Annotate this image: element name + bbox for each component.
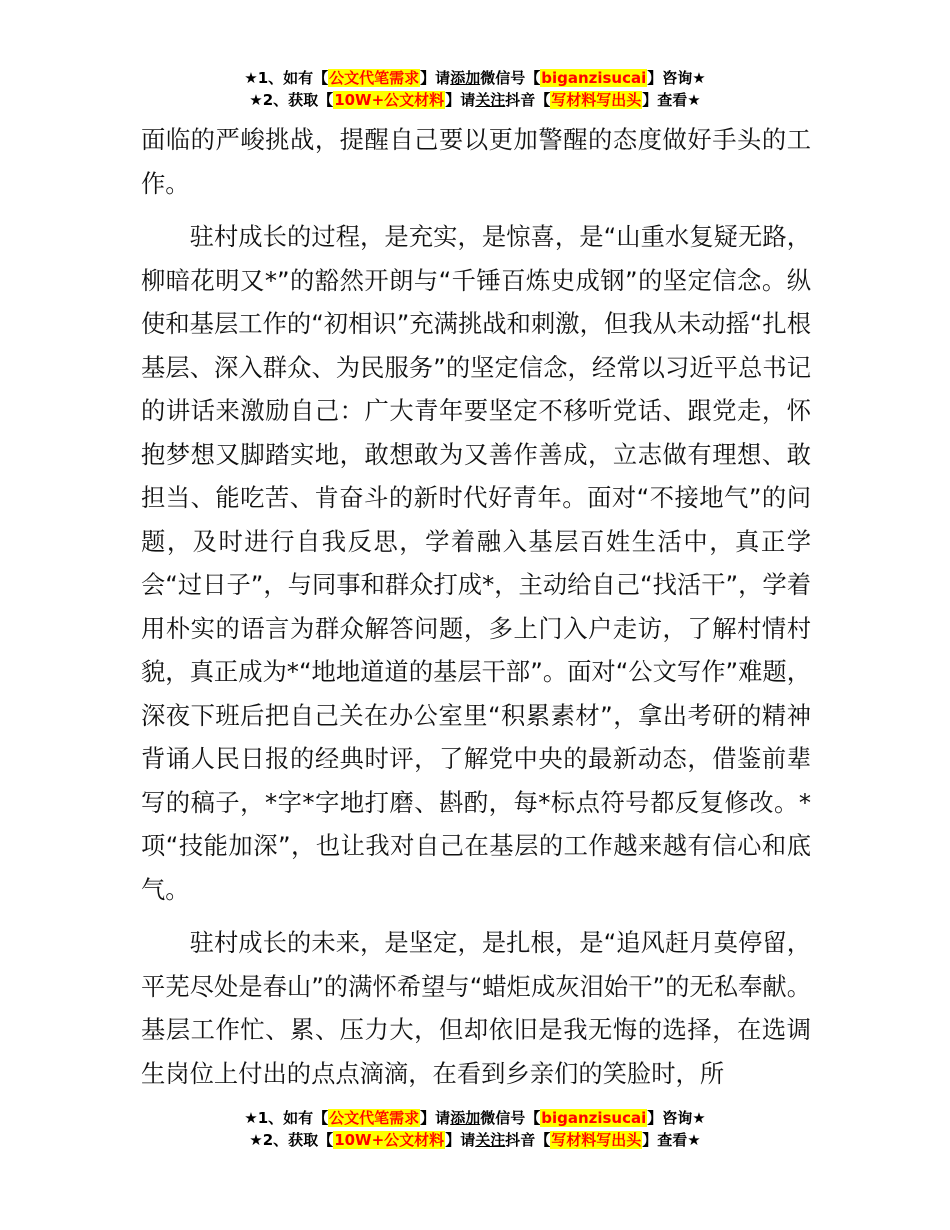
banner-text: 】查看★ (642, 91, 701, 109)
banner-underlined-text: 关注 (475, 91, 506, 109)
banner-line-2 (0, 89, 950, 111)
highlight-wechat-id: biganzisucai (541, 1109, 647, 1127)
banner-text: 】请 (445, 91, 476, 109)
highlight-service: 公文代笔需求 (329, 1109, 420, 1127)
footer-banner (0, 1107, 950, 1151)
highlight-materials: 10W+公文材料 (334, 1131, 445, 1149)
banner-text: 】查看★ (642, 1131, 701, 1149)
highlight-wechat-id: biganzisucai (541, 69, 647, 87)
banner-text: 】咨询★ (647, 69, 706, 87)
paragraph-growth-process: 驻村成长的过程，是充实，是惊喜，是“山重水复疑无路，柳暗花明又*”的豁然开朗与“千锤百炼史成钢”的坚定信念。纵使和基层工作的“初相识”充满挑战和刺激，但我从未动摇“扎根基层、深入群众、为民服务”的坚定信念，经常以习近平总书记的讲话来激励自己：广大青年要坚定不移听党话、跟党走，怀抱梦想又脚踏实地，敢想敢为又善作善成，立志做有理想、敢担当、能吃苦、肯奋斗的新时代好青年。面对“不接地气”的问题，及时进行自我反思，学着融入基层百姓生活中，真正学会“过日子”，与同事和群众打成*，主动给自己“找活干”，学着用朴实的语言为群众解答问题，多上门入户走访，了解村情村貌，真正成为*“地地道道的基层干部”。面对“公文写作”难题，深夜下班后把自己关在办公室里“积累素材”，拿出考研的精神背诵人民日报的经典时评，了解党中央的最新动态，借鉴前辈写的稿子，*字*字地打磨、斟酌，每*标点符号都反复修改。*项“技能加深”，也让我对自己在基层的工作越来越有信心和底气。 (141, 222, 811, 904)
banner-text: 】咨询★ (647, 1109, 706, 1127)
banner-line-1 (0, 1107, 950, 1129)
banner-text: 】请 (420, 1109, 451, 1127)
banner-line-1 (0, 67, 950, 89)
header-banner (0, 67, 950, 111)
banner-text: 微信号【 (480, 69, 541, 87)
banner-text: 抖音【 (505, 91, 551, 109)
banner-text: 微信号【 (480, 1109, 541, 1127)
banner-underlined-text: 添加 (450, 1109, 481, 1127)
banner-text: 】请 (420, 69, 451, 87)
highlight-service: 公文代笔需求 (329, 69, 420, 87)
banner-text: ★1、如有【 (244, 1109, 329, 1127)
banner-text: 抖音【 (505, 1131, 551, 1149)
banner-line-2 (0, 1129, 950, 1151)
banner-underlined-text: 关注 (475, 1131, 506, 1149)
banner-text: ★2、获取【 (249, 1131, 334, 1149)
document-body (141, 118, 811, 1095)
banner-text: 】请 (445, 1131, 476, 1149)
banner-text: ★1、如有【 (244, 69, 329, 87)
highlight-douyin-account: 写材料写出头 (551, 91, 642, 109)
highlight-materials: 10W+公文材料 (334, 91, 445, 109)
banner-underlined-text: 添加 (450, 69, 481, 87)
highlight-douyin-account: 写材料写出头 (551, 1131, 642, 1149)
banner-text: ★2、获取【 (249, 91, 334, 109)
paragraph-continuation: 面临的严峻挑战，提醒自己要以更加警醒的态度做好手头的工作。 (141, 125, 811, 198)
paragraph-growth-future: 驻村成长的未来，是坚定，是扎根，是“追风赶月莫停留，平芜尽处是春山”的满怀希望与“蜡炬成灰泪始干”的无私奉献。基层工作忙、累、压力大，但却依旧是我无悔的选择，在选调生岗位上付出的点点滴滴，在看到乡亲们的笑脸时，所 (141, 928, 811, 1088)
